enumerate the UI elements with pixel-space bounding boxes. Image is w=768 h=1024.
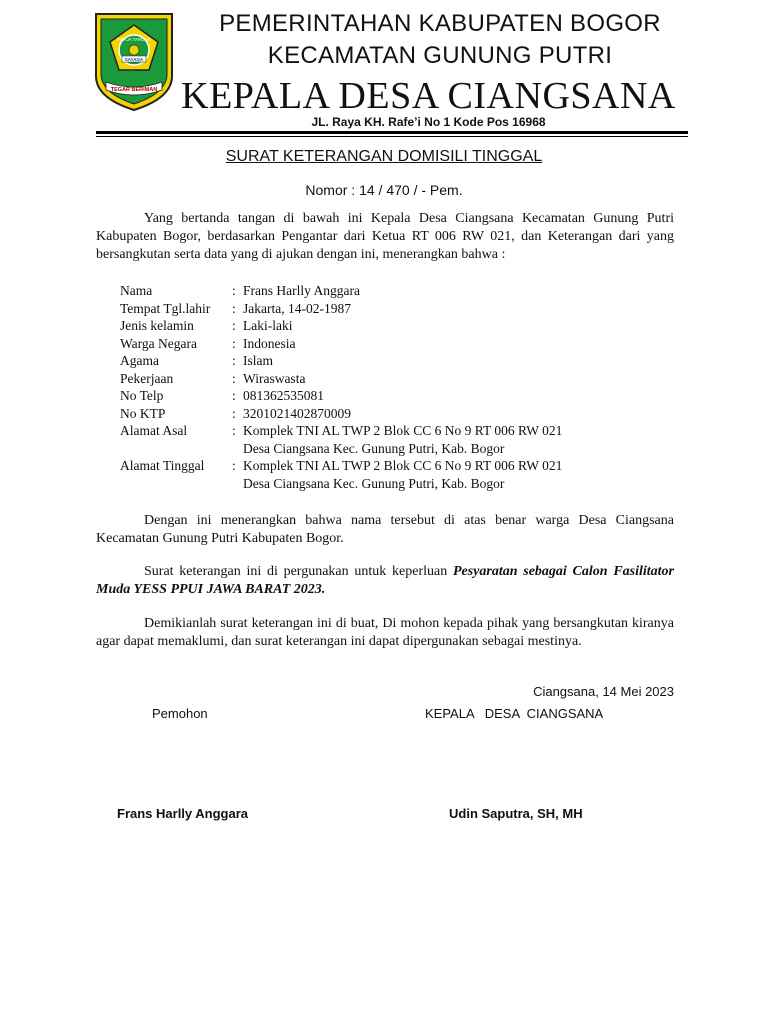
field-separator: :	[232, 283, 236, 298]
field-label: Jenis kelamin	[120, 318, 194, 333]
field-value: Indonesia	[243, 335, 296, 351]
logo-text-center: SAYAGA	[124, 57, 144, 62]
field-alamat-tinggal-line2	[120, 475, 680, 493]
header-address: JL. Raya KH. Rafe’i No 1 Kode Pos 16968	[311, 115, 546, 129]
field-separator: :	[232, 423, 236, 438]
field-separator: :	[232, 335, 236, 351]
closing-paragraph: Demikianlah surat keterangan ini di buat, Di mohon kepada pihak yang bersangkutan kiranya agar dapat memaklumi, dan surat keterangan ini dapat dipergunakan sebagai mestinya.	[96, 616, 674, 649]
field-label: Tempat Tgl.lahir	[120, 300, 211, 316]
intro-paragraph: Yang bertanda tangan di bawah ini Kepala Desa Ciangsana Kecamatan Gunung Putri Kabupaten Bogor, berdasarkan Pengantar dari Ketua RT 006 RW 021, dan Keterangan dari yang bersangkutan serta data yang di ajukan dengan ini, menerangkan bahwa :	[96, 211, 674, 262]
letter-number: Nomor : 14 / 470 / - Pem.	[305, 182, 463, 198]
applicant-name: Frans Harlly Anggara	[117, 806, 249, 821]
field-label: Alamat Asal	[120, 423, 188, 438]
header-district: KECAMATAN GUNUNG PUTRI	[267, 42, 613, 69]
logo-text-top: PRAJA TARUNA	[117, 37, 151, 42]
field-separator: :	[232, 405, 236, 421]
logo-motto: TEGAR BERIMAN	[110, 87, 158, 93]
field-label: Alamat Tinggal	[120, 458, 205, 473]
header-rule-thin	[96, 136, 688, 137]
field-value-continued: Desa Ciangsana Kec. Gunung Putri, Kab. Bogor	[243, 440, 505, 456]
bogor-regency-emblem-icon	[92, 10, 176, 114]
field-alamat-tinggal	[120, 457, 680, 475]
field-label: No Telp	[120, 388, 164, 403]
field-no-ktp	[120, 405, 680, 423]
header-village-head: KEPALA DESA CIANGSANA	[181, 75, 676, 117]
official-label: KEPALA DESA CIANGSANA	[425, 706, 604, 721]
field-tempat-tgl-lahir	[120, 300, 680, 318]
field-label: Warga Negara	[120, 335, 197, 351]
field-no-telp	[120, 387, 680, 405]
field-label: Pekerjaan	[120, 370, 174, 386]
field-label: Nama	[120, 283, 153, 298]
field-agama	[120, 352, 680, 370]
field-separator: :	[232, 318, 236, 333]
field-value-continued: Desa Ciangsana Kec. Gunung Putri, Kab. Bogor	[243, 475, 505, 491]
purpose-text: Pesyaratan sebagai Calon Fasilitator Muda YESS PPUI JAWA BARAT 2023.	[96, 564, 674, 597]
field-value: 081362535081	[243, 388, 324, 403]
field-value: Frans Harlly Anggara	[243, 283, 360, 298]
place-date: Ciangsana, 14 Mei 2023	[533, 684, 674, 699]
field-jenis-kelamin	[120, 317, 680, 335]
letter-title	[96, 148, 672, 166]
field-pekerjaan	[120, 370, 680, 388]
field-separator: :	[232, 458, 236, 473]
official-name: Udin Saputra, SH, MH	[449, 806, 583, 821]
field-separator: :	[232, 388, 236, 403]
field-value: 3201021402870009	[243, 405, 351, 421]
field-separator: :	[232, 353, 236, 368]
applicant-label: Pemohon	[152, 706, 208, 721]
letter-title-text: SURAT KETERANGAN DOMISILI TINGGAL	[225, 148, 543, 165]
field-alamat-asal	[120, 422, 680, 440]
field-value: Laki-laki	[243, 318, 293, 333]
field-separator: :	[232, 300, 236, 316]
purpose-prefix: Surat keterangan ini di pergunakan untuk keperluan	[144, 564, 453, 579]
header-government: PEMERINTAHAN KABUPATEN BOGOR	[219, 10, 661, 37]
field-value: Jakarta, 14-02-1987	[243, 300, 351, 316]
header-rule-thick	[96, 131, 688, 134]
field-value: Islam	[243, 353, 273, 368]
field-label: Agama	[120, 353, 159, 368]
field-label: No KTP	[120, 405, 166, 421]
field-warga-negara	[120, 335, 680, 353]
field-value: Komplek TNI AL TWP 2 Blok CC 6 No 9 RT 006 RW 021	[243, 423, 563, 438]
field-value: Komplek TNI AL TWP 2 Blok CC 6 No 9 RT 006 RW 021	[243, 458, 563, 473]
field-alamat-asal-line2	[120, 440, 680, 458]
confirmation-paragraph: Dengan ini menerangkan bahwa nama tersebut di atas benar warga Desa Ciangsana Kecamatan Gunung Putri Kabupaten Bogor.	[96, 513, 674, 546]
field-separator: :	[232, 370, 236, 386]
purpose-paragraph	[96, 563, 674, 599]
field-nama	[120, 282, 680, 300]
field-value: Wiraswasta	[243, 370, 306, 386]
